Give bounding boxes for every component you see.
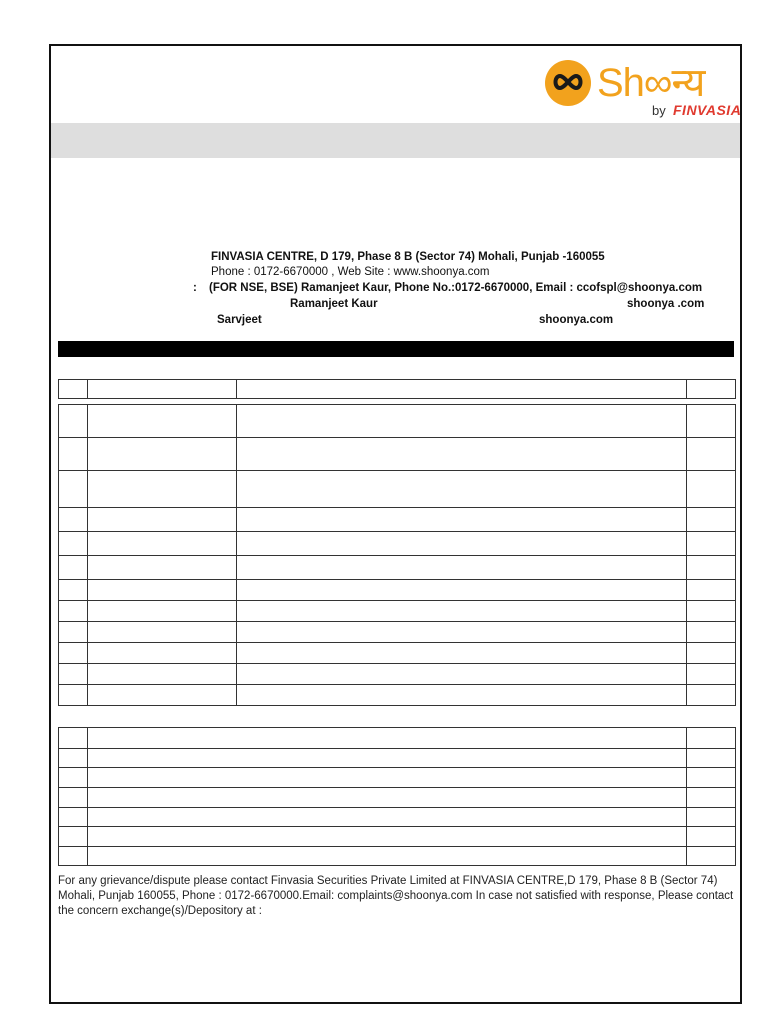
infinity-icon [545, 60, 591, 106]
table-cell [88, 622, 237, 643]
table-cell [59, 808, 88, 827]
footer-note: For any grievance/dispute please contact Finvasia Securities Private Limited at FINVASIA CENTRE,D 179, Phase 8 B (Sector 74) Mohali, Punjab 160055, Phone : 0172-6670000.Email: complaints@shoonya.com In case not satisfied with response, Please contact the concern exchange(s)/Depository at : [58, 875, 734, 917]
table-cell [59, 601, 88, 622]
table-cell [59, 438, 88, 471]
table-row [59, 728, 736, 749]
table-cell [687, 471, 736, 508]
shoonya-logo [545, 55, 740, 123]
table-cell [687, 438, 736, 471]
logo-by-text: by [652, 103, 666, 118]
table-cell [237, 622, 687, 643]
address-line-1: FINVASIA CENTRE, D 179, Phase 8 B (Sector 74) Mohali, Punjab -160055 [211, 251, 605, 263]
table-cell [88, 749, 687, 768]
table-cell [59, 664, 88, 685]
table-cell [237, 643, 687, 664]
table-cell [237, 532, 687, 556]
table-cell [59, 622, 88, 643]
logo-brand-text: FINVASIA [673, 102, 742, 118]
table-row [59, 438, 736, 471]
table-cell [687, 664, 736, 685]
table-cell [59, 532, 88, 556]
grievance-table-1 [58, 379, 736, 706]
table-row [59, 827, 736, 847]
table-cell [59, 471, 88, 508]
table-cell [88, 532, 237, 556]
table-cell [59, 827, 88, 847]
table-cell [687, 405, 736, 438]
address-line-2: Phone : 0172-6670000 , Web Site : www.shoonya.com [211, 266, 490, 278]
table-cell [687, 827, 736, 847]
table-cell [88, 685, 237, 706]
table-cell [59, 380, 88, 399]
table-cell [687, 685, 736, 706]
address-line-3: (FOR NSE, BSE) Ramanjeet Kaur, Phone No.:0172-6670000, Email : ccofspl@shoonya.com [209, 282, 703, 294]
table-cell [88, 768, 687, 788]
grievance-table-2 [58, 727, 736, 866]
table-cell [88, 808, 687, 827]
table-cell [59, 556, 88, 580]
table-cell [687, 508, 736, 532]
table-row [59, 622, 736, 643]
table-row [59, 749, 736, 768]
table-cell [687, 601, 736, 622]
logo-wordmark: Sh∞न्य [597, 61, 705, 105]
table-cell [88, 643, 237, 664]
table-cell [687, 749, 736, 768]
table-cell [687, 580, 736, 601]
table-row [59, 508, 736, 532]
table-cell [59, 643, 88, 664]
table-cell [237, 685, 687, 706]
table-cell [88, 601, 237, 622]
table-cell [88, 580, 237, 601]
table-row [59, 768, 736, 788]
table-cell [687, 532, 736, 556]
table-cell [88, 827, 687, 847]
table-cell [59, 685, 88, 706]
table-row [59, 405, 736, 438]
table-cell [237, 601, 687, 622]
table-cell [88, 405, 237, 438]
table-cell [59, 788, 88, 808]
header-band [51, 123, 740, 158]
table-cell [237, 556, 687, 580]
table-row [59, 532, 736, 556]
address-line-5-right: shoonya.com [539, 314, 614, 326]
table-cell [59, 580, 88, 601]
section-divider-bar [58, 341, 734, 357]
table-cell [687, 847, 736, 866]
table-row [59, 808, 736, 827]
table-cell [59, 768, 88, 788]
table-row [59, 788, 736, 808]
table-row [59, 556, 736, 580]
table-cell [88, 728, 687, 749]
table-cell [687, 380, 736, 399]
address-line-4-right: shoonya .com [627, 298, 705, 310]
table-cell [687, 556, 736, 580]
table-cell [237, 405, 687, 438]
table-cell [88, 438, 237, 471]
table-row [59, 580, 736, 601]
table-cell [687, 622, 736, 643]
table-cell [88, 380, 237, 399]
address-line-4-left: Ramanjeet Kaur [290, 298, 378, 310]
table-cell [237, 471, 687, 508]
table-cell [59, 749, 88, 768]
table-cell [237, 438, 687, 471]
table-cell [88, 471, 237, 508]
table-cell [88, 847, 687, 866]
address-line-3-colon: : [193, 282, 197, 294]
table-cell [687, 643, 736, 664]
table-cell [88, 508, 237, 532]
table-cell [59, 847, 88, 866]
address-line-5-left: Sarvjeet [217, 314, 262, 326]
table-cell [88, 556, 237, 580]
table-cell [687, 728, 736, 749]
table-row [59, 643, 736, 664]
table-cell [237, 508, 687, 532]
table-cell [59, 508, 88, 532]
table-row [59, 685, 736, 706]
table-row [59, 664, 736, 685]
table-cell [237, 664, 687, 685]
table-cell [59, 728, 88, 749]
table-cell [237, 580, 687, 601]
table-cell [59, 405, 88, 438]
table-cell [237, 380, 687, 399]
table-cell [88, 664, 237, 685]
table-cell [88, 788, 687, 808]
table-row [59, 380, 736, 399]
table-cell [687, 788, 736, 808]
table-cell [687, 768, 736, 788]
table-row [59, 601, 736, 622]
table-cell [687, 808, 736, 827]
table-row [59, 471, 736, 508]
table-row [59, 847, 736, 866]
